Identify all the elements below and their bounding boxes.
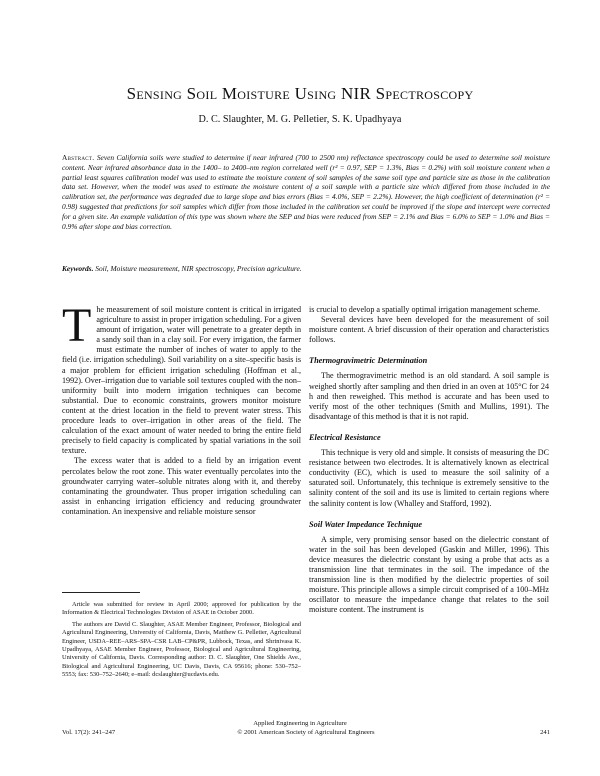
left-column — [62, 299, 301, 517]
abstract-label: Abstract. — [62, 153, 95, 162]
abstract-text: Seven California soils were studied to determine if near infrared (700 to 2500 nm) reflectance spectroscopy could be used to determine soil moisture content. Near infrared absorbance data in the 1400– to 2400–nm region correlated well (r² = 0.97, SEP = 1.3%, Bias = 0.2%) with soil moisture content when a partial least squares calibration model was used to estimate the moisture content of soil samples of the same soil type and particle size as those in the calibration data set. However, when the model was used to estimate the moisture content of a soil sample with a particle size which differed from those included in the calibration set, the performance was degraded due to large slope and bias errors (Bias = 4.0%, SEP = 2.2%). However, the high coefficient of determination (r² = 0.98) suggested that predictions for soil samples which differ from those included in the calibration set could be improved if the slope and intercept were corrected for a given site. An example validation of this type was shown where the SEP and bias were reduced from SEP = 2.1% and Bias = 6.0% to SEP = 1.0% and Bias = 0.9% after slope and bias correction. — [62, 153, 550, 231]
abstract — [62, 153, 550, 231]
footnote-divider — [62, 592, 140, 593]
intro-paragraph-1 — [62, 299, 301, 456]
paper-title: Sensing Soil Moisture Using NIR Spectroscopy — [126, 84, 474, 103]
section-text-thermogravimetric: The thermogravimetric method is an old standard. A soil sample is weighed shortly after sampling and then dried in an oven at 105°C for 24 h and then reweighed. This method is accurate and has been used to verify most of the other techniques (Smith and Mullins, 1991). The disadvantage of this method is that it is not rapid. — [309, 371, 549, 421]
section-text-electrical-resistance: This technique is very old and simple. It consists of measuring the DC resistance between two electrodes. It is alternatively known as electrical conductivity (EC), which is used to measure the soil salinity of a saturated soil. Unfortunately, this technique is extremely sensitive to the salinity content of the soil and its use is limited to certain regions where the salinity content is low (Whalley and Stafford, 1992). — [309, 448, 549, 508]
footnote — [62, 601, 301, 683]
page-number: 241 — [540, 729, 550, 736]
right-paragraph-2: Several devices have been developed for the measurement of soil moisture content. A brief discussion of their operation and characteristics follows. — [309, 315, 549, 345]
intro-paragraph-2: The excess water that is added to a field by an irrigation event percolates below the root zone. This water eventually percolates into the groundwater carrying water–soluble nitrates along with it, and thereby contaminating the groundwater. Thus proper irrigation scheduling can assist in enhancing irrigation efficiency and reducing groundwater contamination. An inexpensive and reliable moisture sensor — [62, 456, 301, 516]
drop-cap: T — [62, 299, 92, 352]
intro-paragraph-1-text: he measurement of soil moisture content is critical in irrigated agriculture to assist in proper irrigation scheduling. For a given amount of irrigation, water will penetrate to a greater depth in a sandy soil than in a clay soil. For every irrigation, the farmer must estimate the number of inches of water to apply to the field (i.e. irrigation scheduling). Soil variability on a site–specific basis is a major problem for efficient irrigation scheduling (Hoffman et al., 1992). Over–irrigation due to variable soil textures coupled with the non–uniformity built into modern irrigation techniques can become substantial. Due to economic constraints, growers monitor moisture content at the driest location in the field to prevent water stress. This procedure leads to over–irrigation in other areas of the field. The calculation of the exact amount of water needed to bring the entire field precisely to field capacity is complicated by spatial variations in the soil texture. — [62, 305, 301, 456]
section-heading-soil-water-impedance: Soil Water Impedance Technique — [309, 519, 423, 529]
right-column — [309, 305, 549, 615]
keywords — [62, 264, 550, 274]
journal-name: Applied Engineering in Agriculture — [253, 720, 347, 727]
author-list: D. C. Slaughter, M. G. Pelletier, S. K. Upadhyaya — [198, 114, 402, 125]
copyright: © 2001 American Society of Agricultural Engineers — [237, 729, 375, 736]
footnote-submission: Article was submitted for review in April 2000; approved for publication by the Information & Electrical Technologies Division of ASAE in October 2000. — [62, 601, 301, 617]
right-paragraph-1: is crucial to develop a spatially optimal irrigation management scheme. — [309, 305, 541, 314]
keywords-label: Keywords. — [62, 264, 94, 273]
section-text-soil-water-impedance: A simple, very promising sensor based on the dielectric constant of water in the soil has been developed (Gaskin and Miller, 1996). This device measures the dielectric constant by using a probe that acts as a transmission line that terminates in the soil. The impedance of the transmission line is then modified by the dielectric properties of soil moisture. This principle allows a simple circuit comprised of a 100–MHz oscillator to measure the impedance change that relates to the soil moisture content. The instrument is — [309, 534, 549, 615]
section-heading-thermogravimetric: Thermogravimetric Determination — [309, 356, 428, 366]
footnote-authors: The authors are David C. Slaughter, ASAE Member Engineer, Professor, Biological and Agricultural Engineering, University of California, Davis, Matthew G. Pelletier, Agricultural Engineer, USDA–REE–ARS–SPA–CSR LAB–CP&PR, Lubbock, Texas, and Shrinivasa K. Upadhyaya, ASAE Member Engineer, Professor, Biological and Agricultural Engineering, University of California, Davis. Corresponding author: D. C. Slaughter, One Shields Ave., Biological and Agricultural Engineering, UC Davis, Davis, CA 95616; phone: 530–752–5553; fax: 530–752–2640; e–mail: dcslaughter@ucdavis.edu. — [62, 620, 301, 679]
volume-info: Vol. 17(2): 241–247 — [62, 729, 116, 736]
section-heading-electrical-resistance: Electrical Resistance — [309, 432, 381, 442]
keywords-text: Soil, Moisture measurement, NIR spectroscopy, Precision agriculture. — [95, 264, 302, 273]
